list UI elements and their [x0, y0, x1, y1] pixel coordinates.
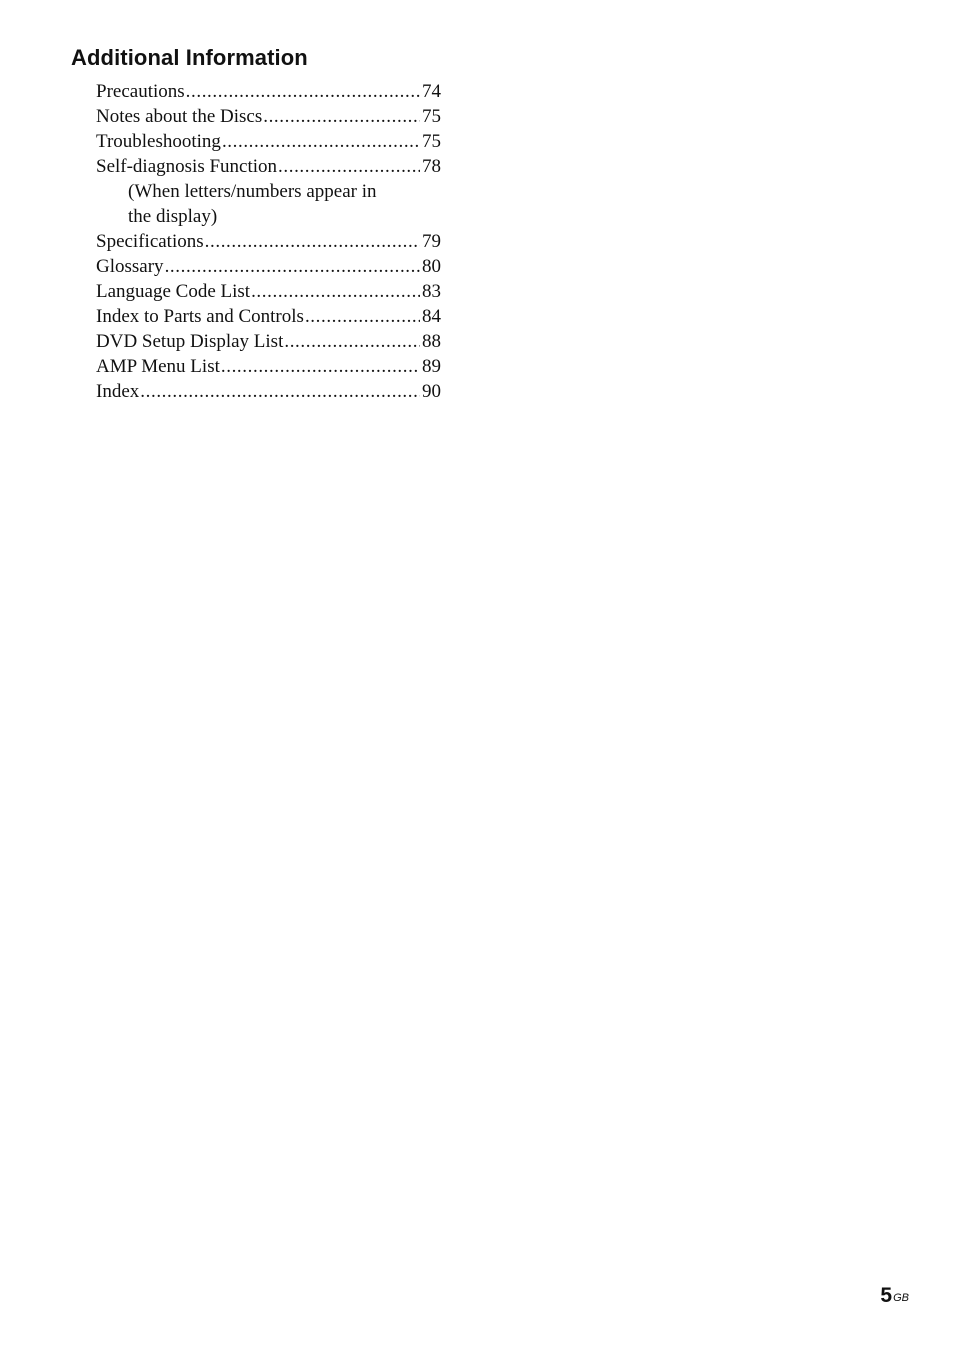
toc-entry-title: Precautions [96, 81, 185, 102]
toc-entry-page: 90 [422, 381, 441, 402]
toc-entry-glossary[interactable] [96, 254, 441, 279]
page-number-suffix: GB [893, 1292, 909, 1304]
dot-leader [165, 254, 420, 279]
toc-entry-language-code-list[interactable] [96, 279, 441, 304]
dot-leader [251, 279, 420, 304]
toc-entry-index-to-parts-and-controls[interactable] [96, 304, 441, 329]
toc-entry-page: 80 [422, 256, 441, 277]
toc-entry-title: Specifications [96, 231, 204, 252]
toc-entry-title: DVD Setup Display List [96, 331, 284, 352]
toc-entry-precautions[interactable] [96, 79, 441, 104]
dot-leader [263, 104, 420, 129]
toc-entry-notes-about-the-discs[interactable] [96, 104, 441, 129]
toc-entry-dvd-setup-display-list[interactable] [96, 329, 441, 354]
toc-entry-index[interactable] [96, 379, 441, 404]
section-heading: Additional Information [71, 45, 308, 70]
toc-entry-amp-menu-list[interactable] [96, 354, 441, 379]
toc-entry-troubleshooting[interactable] [96, 129, 441, 154]
dot-leader [140, 379, 420, 404]
toc-entry-title: Notes about the Discs [96, 106, 263, 127]
toc-entry-specifications[interactable] [96, 229, 441, 254]
toc-entry-page: 75 [422, 131, 441, 152]
dot-leader [305, 304, 420, 329]
dot-leader [278, 154, 420, 179]
toc-entry-title: Self-diagnosis Function [96, 156, 278, 177]
dot-leader [186, 79, 420, 104]
toc-entry-page: 83 [422, 281, 441, 302]
page-number-value: 5 [880, 1284, 893, 1307]
toc-entry-title: Index [96, 381, 140, 402]
dot-leader [222, 129, 420, 154]
toc-entry-page: 74 [422, 81, 441, 102]
dot-leader [221, 354, 420, 379]
toc-entry-title: AMP Menu List [96, 356, 220, 377]
dot-leader [284, 329, 420, 354]
toc-entry-note: (When letters/numbers appear in [128, 181, 377, 202]
page-number [880, 1282, 909, 1310]
dot-leader [205, 229, 420, 254]
toc-entry-page: 88 [422, 331, 441, 352]
toc-entry-title: Glossary [96, 256, 164, 277]
toc-entry-page: 75 [422, 106, 441, 127]
toc-entry-title: Language Code List [96, 281, 251, 302]
toc-entry-page: 78 [422, 156, 441, 177]
toc-entry-self-diagnosis-function[interactable] [96, 154, 441, 179]
toc-entry-page: 84 [422, 306, 441, 327]
toc-entry-title: Index to Parts and Controls [96, 306, 304, 327]
toc-entry-page: 79 [422, 231, 441, 252]
toc-entry-note: the display) [128, 206, 218, 227]
table-of-contents [96, 79, 441, 404]
toc-entry-title: Troubleshooting [96, 131, 221, 152]
toc-entry-page: 89 [422, 356, 441, 377]
